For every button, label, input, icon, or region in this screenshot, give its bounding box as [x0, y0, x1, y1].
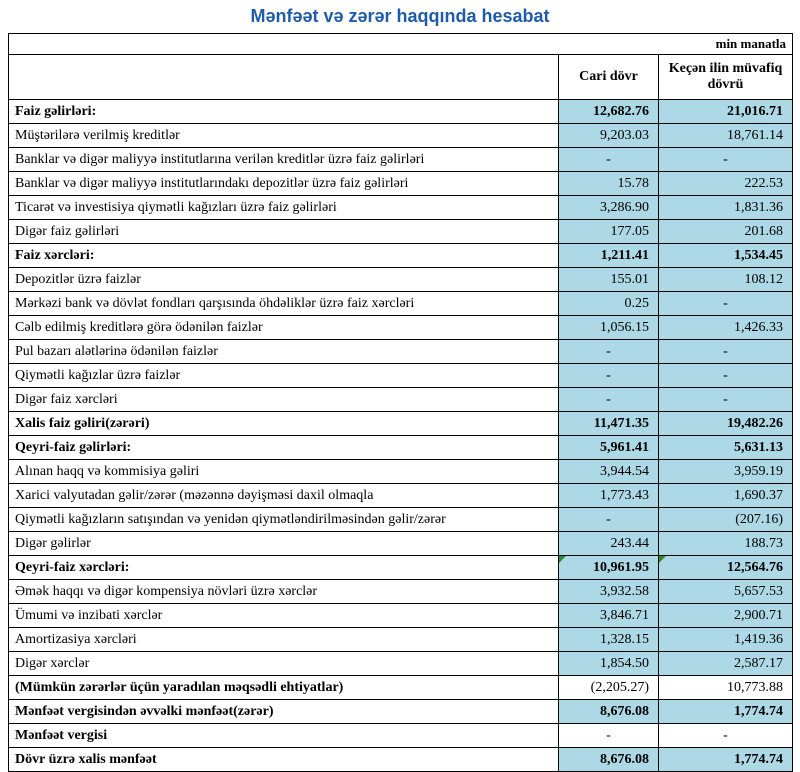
value-cell: 5,657.53 [659, 580, 793, 604]
value-cell: - [559, 340, 659, 364]
value-cell: 201.68 [659, 220, 793, 244]
value-cell: 1,854.50 [559, 652, 659, 676]
row-label-cell: Mənfəət vergisi [9, 724, 559, 748]
table-row [9, 100, 793, 124]
value-cell: 243.44 [559, 532, 659, 556]
row-label-cell: Pul bazarı alətlərinə ödənilən faizlər [9, 340, 559, 364]
row-label-cell: Alınan haqq və kommisiya gəliri [9, 460, 559, 484]
table-row [9, 268, 793, 292]
value-cell: 3,846.71 [559, 604, 659, 628]
row-label-cell: Qeyri-faiz xərcləri: [9, 556, 559, 580]
table-row [9, 748, 793, 772]
value-cell: - [659, 388, 793, 412]
value-cell: 1,419.36 [659, 628, 793, 652]
value-cell: 9,203.03 [559, 124, 659, 148]
table-row [9, 724, 793, 748]
value-cell: 1,056.15 [559, 316, 659, 340]
value-cell [559, 556, 659, 580]
row-label-cell: Banklar və digər maliyyə institutlarındakı depozitlər üzrə faiz gəlirləri [9, 172, 559, 196]
value-cell: - [659, 292, 793, 316]
table-row [9, 676, 793, 700]
table-row [9, 700, 793, 724]
value-cell: 8,676.08 [559, 748, 659, 772]
table-row [9, 364, 793, 388]
value-cell: - [559, 388, 659, 412]
table-row [9, 484, 793, 508]
value-cell: 1,211.41 [559, 244, 659, 268]
table-row [9, 172, 793, 196]
row-label-cell: Dövr üzrə xalis mənfəət [9, 748, 559, 772]
value-cell: 188.73 [659, 532, 793, 556]
value-cell: 15.78 [559, 172, 659, 196]
value-cell: - [559, 364, 659, 388]
value-cell: - [659, 340, 793, 364]
row-label-cell: Cəlb edilmiş kreditlərə görə ödənilən faizlər [9, 316, 559, 340]
value-cell: 1,534.45 [659, 244, 793, 268]
value-cell: - [559, 508, 659, 532]
value-cell: - [559, 724, 659, 748]
value-cell: - [659, 148, 793, 172]
value-cell: 1,831.36 [659, 196, 793, 220]
table-row [9, 220, 793, 244]
table-row [9, 148, 793, 172]
row-label-cell: Xarici valyutadan gəlir/zərər (məzənnə dəyişməsi daxil olmaqla [9, 484, 559, 508]
value-cell: - [659, 364, 793, 388]
row-label-cell: Mənfəət vergisindən əvvəlki mənfəət(zərər) [9, 700, 559, 724]
row-label-cell: Depozitlər üzrə faizlər [9, 268, 559, 292]
table-row [9, 316, 793, 340]
row-label-cell: Əmək haqqı və digər kompensiya növləri üzrə xərclər [9, 580, 559, 604]
value-cell: 8,676.08 [559, 700, 659, 724]
unit-label: min manatla [9, 34, 793, 55]
value-cell: 3,932.58 [559, 580, 659, 604]
table-row [9, 124, 793, 148]
value-cell: 12,682.76 [559, 100, 659, 124]
value-cell: 19,482.26 [659, 412, 793, 436]
value-cell: 222.53 [659, 172, 793, 196]
value-cell: 0.25 [559, 292, 659, 316]
value-cell: 3,959.19 [659, 460, 793, 484]
row-label-cell: Qiymətli kağızların satışından və yenidən qiymətləndirilməsindən gəlir/zərər [9, 508, 559, 532]
value-cell: 1,328.15 [559, 628, 659, 652]
row-label-cell: Ticarət və investisiya qiymətli kağızları üzrə faiz gəlirləri [9, 196, 559, 220]
cell-flag-icon [659, 556, 666, 563]
table-row [9, 292, 793, 316]
value-cell: 5,631.13 [659, 436, 793, 460]
column-header-row [9, 55, 793, 100]
column-header-current-period: Cari dövr [559, 55, 659, 100]
row-label-cell: Xalis faiz gəliri(zərəri) [9, 412, 559, 436]
row-label-cell: (Mümkün zərərlər üçün yaradılan məqsədli ehtiyatlar) [9, 676, 559, 700]
value-cell: 1,690.37 [659, 484, 793, 508]
table-row [9, 244, 793, 268]
row-label-cell: Faiz gəlirləri: [9, 100, 559, 124]
value-cell: - [559, 148, 659, 172]
table-row [9, 604, 793, 628]
value-cell: 21,016.71 [659, 100, 793, 124]
value-cell: 5,961.41 [559, 436, 659, 460]
row-label-cell: Qiymətli kağızlar üzrə faizlər [9, 364, 559, 388]
value-text: 12,564.76 [727, 559, 784, 575]
value-cell: 1,774.74 [659, 748, 793, 772]
value-cell: 155.01 [559, 268, 659, 292]
row-label-cell: Müştərilərə verilmiş kreditlər [9, 124, 559, 148]
row-label-cell: Digər xərclər [9, 652, 559, 676]
row-label-cell: Digər faiz xərcləri [9, 388, 559, 412]
row-label-cell: Faiz xərcləri: [9, 244, 559, 268]
value-cell: 1,774.74 [659, 700, 793, 724]
unit-row [9, 34, 793, 55]
empty-header-cell [9, 55, 559, 100]
value-cell: 1,773.43 [559, 484, 659, 508]
table-row [9, 436, 793, 460]
row-label-cell: Mərkəzi bank və dövlət fondları qarşısında öhdəliklər üzrə faiz xərcləri [9, 292, 559, 316]
value-cell: - [659, 724, 793, 748]
table-row [9, 556, 793, 580]
page-title: Mənfəət və zərər haqqında hesabat [250, 6, 550, 26]
row-label-cell: Qeyri-faiz gəlirləri: [9, 436, 559, 460]
table-row [9, 460, 793, 484]
row-label-cell: Digər faiz gəlirləri [9, 220, 559, 244]
value-cell: 11,471.35 [559, 412, 659, 436]
value-cell: 2,587.17 [659, 652, 793, 676]
value-cell [659, 556, 793, 580]
value-cell: 177.05 [559, 220, 659, 244]
row-label-cell: Banklar və digər maliyyə institutlarına verilən kreditlər üzrə faiz gəlirləri [9, 148, 559, 172]
value-text: 10,961.95 [593, 559, 649, 575]
value-cell: 10,773.88 [659, 676, 793, 700]
table-row [9, 388, 793, 412]
table-row [9, 580, 793, 604]
value-cell: 108.12 [659, 268, 793, 292]
table-row [9, 628, 793, 652]
cell-flag-icon [559, 556, 566, 563]
row-label-cell: Digər gəlirlər [9, 532, 559, 556]
value-cell: 2,900.71 [659, 604, 793, 628]
table-row [9, 508, 793, 532]
report-table-body [9, 100, 793, 772]
row-label-cell: Ümumi və inzibati xərclər [9, 604, 559, 628]
table-row [9, 412, 793, 436]
value-cell: 3,286.90 [559, 196, 659, 220]
value-cell: (2,205.27) [559, 676, 659, 700]
value-cell: 18,761.14 [659, 124, 793, 148]
column-header-previous-period: Keçən ilin müvafiq dövrü [659, 55, 793, 100]
table-row [9, 532, 793, 556]
value-cell: 3,944.54 [559, 460, 659, 484]
table-row [9, 340, 793, 364]
table-row [9, 196, 793, 220]
value-cell: 1,426.33 [659, 316, 793, 340]
row-label-cell: Amortizasiya xərcləri [9, 628, 559, 652]
table-row [9, 652, 793, 676]
value-cell: (207.16) [659, 508, 793, 532]
income-statement-table [8, 33, 793, 772]
